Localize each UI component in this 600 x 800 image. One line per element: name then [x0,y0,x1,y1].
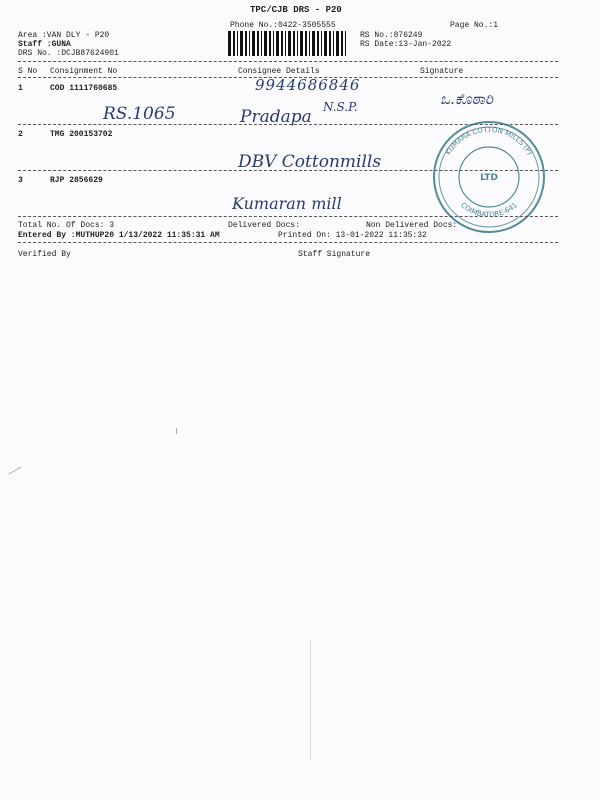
company-stamp [430,118,548,236]
handwritten-initials: N.S.P. [323,100,358,114]
scan-mark [9,467,22,475]
staff-field: Staff :GUNA [18,40,71,49]
printed-on: Printed On: 13-01-2022 11:35:32 [278,231,427,240]
handwritten-amount: RS.1065 [103,104,176,124]
verified-by-label: Verified By [18,250,71,259]
divider [18,216,558,217]
scan-mark [310,640,311,760]
row-consignment-no: TMG 200153702 [50,130,113,139]
row-consignment-no: COD 1111760685 [50,84,118,93]
handwritten-phone: 9944686846 [255,76,361,94]
handwritten-consignee-name: Pradapa [240,107,312,127]
row-sno: 2 [18,130,23,139]
row-sno: 3 [18,176,23,185]
row-sno: 1 [18,84,23,93]
non-delivered-docs: Non Delivered Docs: [366,221,458,230]
handwritten-consignee-2: DBV Cottonmills [238,152,382,172]
handwritten-signature: ಒ.ಕೊಠಾರಿ [440,90,493,108]
stamp-top-text: KUMARA COTTON MILLS (P) [444,125,534,157]
phone-number: Phone No.:0422-3505555 [230,21,336,30]
scan-mark [176,428,177,434]
column-header-consignee: Consignee Details [238,67,320,76]
rs-number: RS No.:876249 [360,31,423,40]
stamp-bottom-text: COIMBATORE-641 [459,201,519,219]
column-header-signature: Signature [420,67,464,76]
delivered-docs: Delivered Docs: [228,221,301,230]
area-field: Area :VAN DLY - P20 [18,31,110,40]
row-consignment-no: RJP 2856629 [50,176,103,185]
drs-number: DRS No. :DCJB87624901 [18,49,119,58]
divider [18,61,558,62]
divider [18,242,558,243]
rs-date: RS Date:13-Jan-2022 [360,40,452,49]
column-header-sno: S No [18,67,38,76]
total-docs: Total No. Of Docs: 3 [18,221,115,230]
barcode-image [228,31,350,56]
page-number: Page No.:1 [450,21,499,30]
entered-by: Entered By :MUTHUP20 1/13/2022 11:35:31 AM [18,231,220,240]
column-header-consignment: Consignment No [50,67,118,76]
stamp-center-text: LTD [480,173,498,183]
handwritten-consignee-3: Kumaran mill [232,194,342,213]
staff-signature-label: Staff Signature [298,250,371,259]
sheet-title: TPC/CJB DRS - P20 [250,5,342,15]
